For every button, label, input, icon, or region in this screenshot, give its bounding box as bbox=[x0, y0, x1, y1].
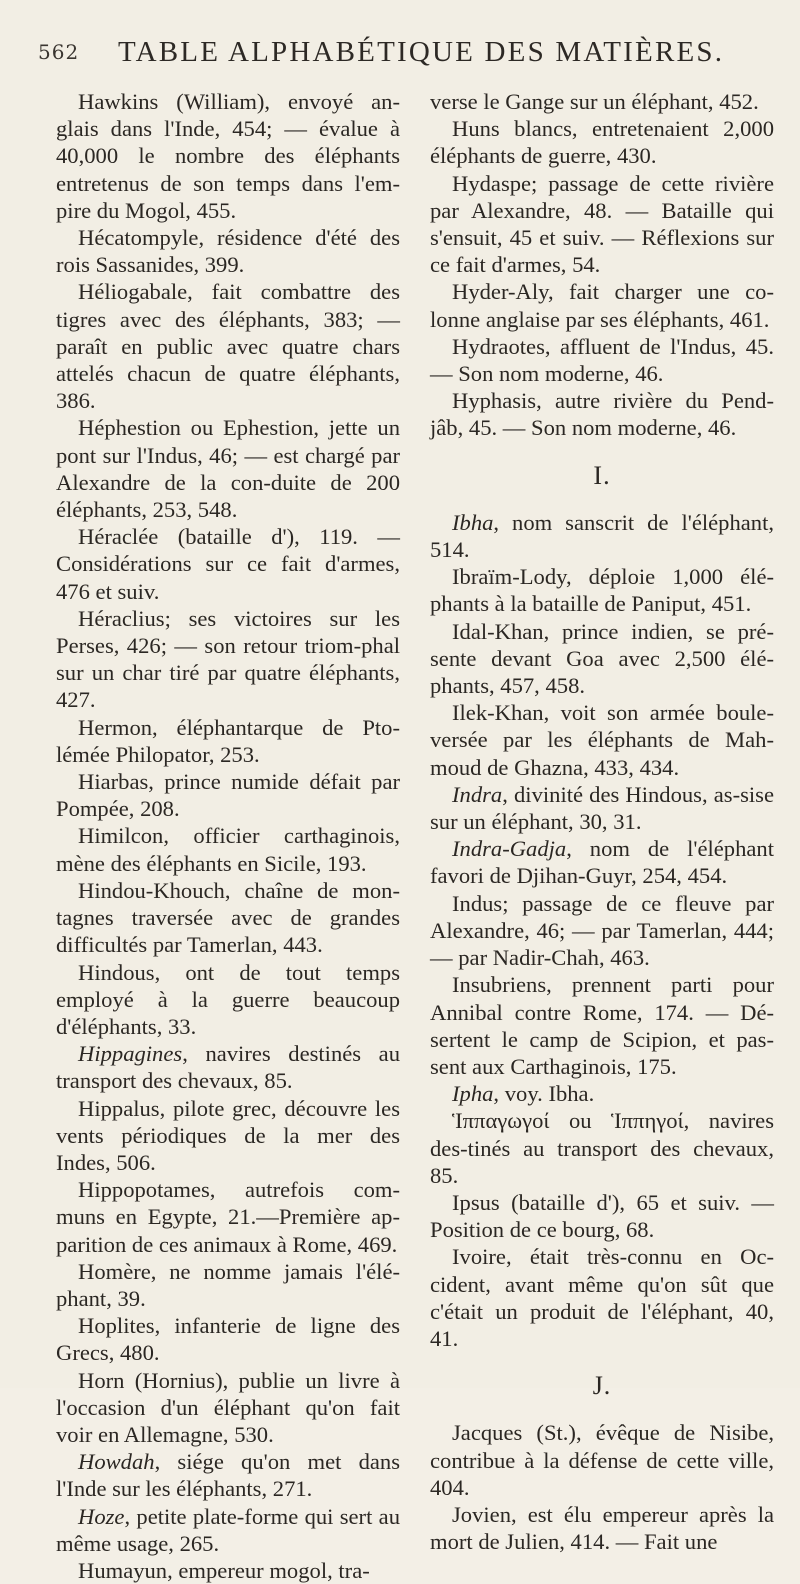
entry-text: Indra bbox=[452, 781, 503, 807]
entry-text: Ibha bbox=[452, 509, 494, 535]
entry-text: Hoze bbox=[78, 1503, 125, 1529]
entry-text: Jacques (St.), évêque de Nisibe, contribue à la défense de cette ville, 404. bbox=[430, 1420, 774, 1500]
index-entry bbox=[56, 414, 400, 523]
entry-text: Indus; passage de ce fleuve par Alexandre, 46; — par Tamerlan, 444; — par Nadir-Chah, 463. bbox=[430, 890, 774, 971]
index-entry bbox=[430, 618, 774, 700]
entry-text-rest: , divinité des Hindous, as-sise sur un éléphant, 30, 31. bbox=[430, 781, 774, 835]
index-entry bbox=[56, 1312, 400, 1366]
entry-text: Hydaspe; passage de cette rivière par Alexandre, 48. — Bataille qui s'ensuit, 45 et suiv. — Réflexions sur ce fait d'armes, 54. bbox=[430, 170, 774, 278]
index-entry bbox=[430, 1080, 774, 1107]
index-entry bbox=[56, 1503, 400, 1557]
index-entry bbox=[430, 971, 774, 1080]
entry-text: Hiarbas, prince numide défait par Pompée, 208. bbox=[56, 769, 400, 822]
entry-text: Hyphasis, autre rivière du Pend-jâb, 45. — Son nom moderne, 46. bbox=[430, 388, 774, 441]
entry-text: Ivoire, était très-connu en Oc-cident, avant même qu'on sût que c'était un produit de l'éléphant, 40, 41. bbox=[430, 1244, 774, 1351]
entry-text: Ipsus (bataille d'), 65 et suiv. — Position de ce bourg, 68. bbox=[430, 1189, 774, 1243]
entry-text: Hoplites, infanterie de ligne des Grecs, 480. bbox=[56, 1313, 400, 1366]
index-entry bbox=[56, 88, 400, 224]
index-entry bbox=[56, 1557, 400, 1584]
entry-text: Hippopotames, autrefois com-muns en Egypte, 21.—Première ap-parition de ces animaux à Rome, 469. bbox=[56, 1177, 400, 1257]
index-entry bbox=[430, 890, 774, 972]
entry-text: Hindou-Khouch, chaîne de mon-tagnes traversée avec de grandes difficultés par Tamerlan, 443. bbox=[56, 877, 400, 958]
entry-text: Indra-Gadja bbox=[452, 836, 567, 862]
index-entry bbox=[430, 1107, 774, 1189]
index-entry bbox=[430, 563, 774, 617]
index-entry bbox=[430, 333, 774, 387]
entry-text: Idal-Khan, prince indien, se pré-sente devant Goa avec 2,500 élé-phants, 457, 458. bbox=[430, 618, 774, 699]
entry-text: Héraclius; ses victoires sur les Perses, 426; — son retour triom-phal sur un char tiré par quatre éléphants, 427. bbox=[56, 605, 400, 713]
index-entry bbox=[430, 387, 774, 441]
entry-text-rest: , voy. Ibha. bbox=[493, 1081, 595, 1107]
entry-text: Hindous, ont de tout temps employé à la guerre beaucoup d'éléphants, 33. bbox=[56, 959, 400, 1039]
index-entry bbox=[56, 714, 400, 768]
index-entry bbox=[430, 278, 774, 332]
entry-text: Héphestion ou Ephestion, jette un pont sur l'Indus, 46; — est chargé par Alexandre de la con-duite de 200 éléphants, 253, 548. bbox=[56, 415, 400, 523]
index-entry bbox=[56, 1176, 400, 1258]
page-header bbox=[0, 36, 800, 76]
entry-text: Horn (Hornius), publie un livre à l'occasion d'un éléphant qu'on fait voir en Allemagne, 530. bbox=[56, 1367, 400, 1447]
entry-text: Hippalus, pilote grec, découvre les vents périodiques de la mer des Indes, 506. bbox=[56, 1095, 400, 1175]
index-entry bbox=[56, 768, 400, 822]
index-entry bbox=[56, 1040, 400, 1094]
index-entry bbox=[430, 699, 774, 781]
index-entry bbox=[56, 1448, 400, 1502]
index-entry bbox=[430, 170, 774, 279]
entry-text-rest: , petite plate-forme qui sert au même usage, 265. bbox=[56, 1503, 400, 1556]
entry-text: Hécatompyle, résidence d'été des rois Sassanides, 399. bbox=[56, 225, 400, 278]
index-entry bbox=[56, 877, 400, 959]
entry-text: Héliogabale, fait combattre des tigres avec des éléphants, 383; — paraît en public avec quatre chars attelés chacun de quatre éléphants, 386. bbox=[56, 279, 400, 414]
index-entry bbox=[430, 115, 774, 169]
index-entry bbox=[56, 1258, 400, 1312]
index-entry bbox=[56, 1095, 400, 1177]
entry-text: Ἱππαγωγοί ou Ἱππηγοί, navires des-tinés au transport des chevaux, 85. bbox=[430, 1108, 774, 1188]
entry-text: Hermon, éléphantarque de Pto-lémée Philopator, 253. bbox=[56, 714, 400, 767]
index-entry bbox=[430, 1243, 774, 1352]
entry-text: Ibraïm-Lody, déploie 1,000 élé-phants à la bataille de Paniput, 451. bbox=[430, 564, 774, 617]
entry-text: Hawkins (William), envoyé an-glais dans l'Inde, 454; — évalue à 40,000 le nombre des éléphants entretenus de son temps dans l'em-pire du Mogol, 455. bbox=[56, 89, 400, 223]
left-column bbox=[56, 88, 400, 1584]
index-entry bbox=[56, 278, 400, 414]
section-letter: J. bbox=[592, 1371, 612, 1401]
index-entry bbox=[56, 1367, 400, 1449]
entry-text: Humayun, empereur mogol, tra- bbox=[78, 1557, 370, 1583]
entry-text: Hydraotes, affluent de l'Indus, 45. — Son nom moderne, 46. bbox=[430, 333, 774, 387]
index-entry bbox=[430, 1189, 774, 1243]
entry-text-rest: , navires destinés au transport des chevaux, 85. bbox=[56, 1041, 400, 1094]
entry-text: Homère, ne nomme jamais l'élé-phant, 39. bbox=[56, 1258, 400, 1311]
entry-text: Himilcon, officier carthaginois, mène des éléphants en Sicile, 193. bbox=[56, 823, 400, 876]
index-entry bbox=[430, 509, 774, 563]
index-entry bbox=[56, 224, 400, 278]
entry-text-rest: , siége qu'on met dans l'Inde sur les éléphants, 271. bbox=[56, 1449, 400, 1502]
entry-text: Howdah bbox=[78, 1449, 155, 1475]
entry-text: verse le Gange sur un éléphant, 452. bbox=[430, 89, 759, 114]
index-entry bbox=[430, 835, 774, 889]
index-entry bbox=[430, 1501, 774, 1555]
right-column bbox=[430, 88, 774, 1555]
entry-text: Jovien, est élu empereur après la mort de Julien, 414. — Fait une bbox=[430, 1501, 774, 1555]
index-entry bbox=[430, 781, 774, 835]
entry-text-rest: , nom sanscrit de l'éléphant, 514. bbox=[430, 509, 774, 563]
entry-text: Hippagines bbox=[78, 1041, 183, 1067]
entry-text: Ipha bbox=[452, 1081, 494, 1107]
entry-text: Ilek-Khan, voit son armée boule-versée par les éléphants de Mah-moud de Ghazna, 433, 434. bbox=[430, 700, 774, 780]
page-number: 562 bbox=[38, 40, 80, 64]
entry-text: Huns blancs, entretenaient 2,000 éléphants de guerre, 430. bbox=[430, 116, 774, 169]
entry-text-rest: , nom de l'éléphant favori de Djihan-Guyr, 254, 454. bbox=[430, 836, 774, 889]
index-entry bbox=[56, 959, 400, 1041]
index-entry bbox=[56, 605, 400, 714]
entry-text: Insubriens, prennent parti pour Annibal contre Rome, 174. — Dé-sertent le camp de Scipion, et pas-sent aux Carthaginois, 175. bbox=[430, 972, 774, 1079]
entry-text: Héraclée (bataille d'), 119. — Considérations sur ce fait d'armes, 476 et suiv. bbox=[56, 524, 400, 604]
running-title: TABLE ALPHABÉTIQUE DES MATIÈRES. bbox=[118, 36, 725, 68]
index-entry bbox=[430, 1419, 774, 1501]
index-entry bbox=[56, 523, 400, 605]
section-letter: I. bbox=[593, 460, 611, 490]
index-entry bbox=[430, 88, 774, 115]
entry-text: Hyder-Aly, fait charger une co-lonne anglaise par ses éléphants, 461. bbox=[430, 279, 774, 332]
index-entry bbox=[56, 822, 400, 876]
